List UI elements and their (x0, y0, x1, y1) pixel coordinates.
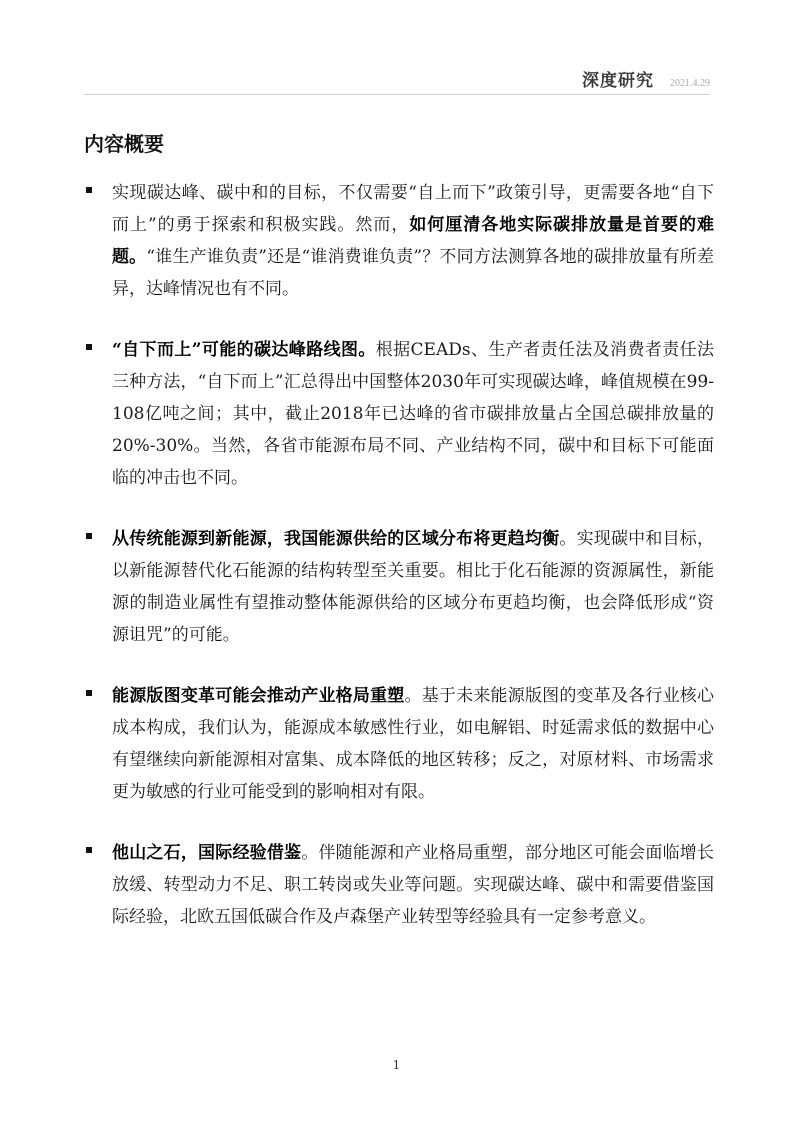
square-bullet-icon (86, 690, 92, 696)
square-bullet-icon (86, 187, 92, 193)
bullet-text-plain: 。伴随能源和产业格局重塑，部分地区可能会面临增长放缓、转型动力不足、职工转岗或失业等问题。实现碳达峰、碳中和需要借鉴国际经验，北欧五国低碳合作及卢森堡产业转型等经验具有一定参考意义。 (112, 843, 714, 927)
square-bullet-icon (86, 847, 92, 853)
bullet-text-plain: 根据CEADs、生产者责任法及消费者责任法三种方法，“自下而上”汇总得出中国整体2030年可实现碳达峰，峰值规模在99-108亿吨之间；其中，截止2018年已达峰的省市碳排放量占全国总碳排放量的20%-30%。当然，各省市能源布局不同、产业结构不同，碳中和目标下可能面临的冲击也不同。 (112, 340, 714, 488)
bullet-text (112, 680, 714, 808)
header-right (582, 66, 710, 91)
bullet-text-bold: 能源版图变革可能会推动产业格局重塑 (112, 686, 405, 706)
square-bullet-icon (86, 533, 92, 539)
bullet-text (112, 837, 714, 933)
summary-bullet-3 (84, 523, 714, 651)
summary-bullet-4 (84, 680, 714, 808)
summary-bullet-2 (84, 334, 714, 494)
bullet-text (112, 523, 714, 651)
bullet-text-plain: 实现碳达峰、碳中和的目标，不仅需要“自上而下”政策引导，更需要各地“自下而上”的勇于探索和积极实践。然而， (112, 183, 714, 235)
summary-bullet-1 (84, 177, 714, 305)
square-bullet-icon (86, 344, 92, 350)
section-title: 内容概要 (84, 132, 164, 156)
summary-bullet-5 (84, 837, 714, 933)
bullet-text-bold: 他山之石，国际经验借鉴 (112, 843, 302, 863)
bullet-text-plain: 。实现碳中和目标，以新能源替代化石能源的结构转型至关重要。相比于化石能源的资源属性，新能源的制造业属性有望推动整体能源供给的区域分布更趋均衡，也会降低形成“资源诅咒”的可能。 (112, 529, 715, 645)
bullet-text-bold: 如何厘清各地实际碳排放量是首要的难题。 (112, 215, 714, 267)
header-title: 深度研究 (582, 71, 654, 91)
bullet-text (112, 334, 714, 494)
header-date: 2021.4.29 (670, 78, 710, 89)
bullet-text (112, 177, 714, 305)
page-number: 1 (392, 1058, 401, 1072)
summary-list (84, 177, 714, 962)
bullet-text-bold: 从传统能源到新能源，我国能源供给的区域分布将更趋均衡 (112, 529, 560, 549)
bullet-text-bold: “自下而上”可能的碳达峰路线图。 (112, 340, 376, 360)
bullet-text-plain: 。基于未来能源版图的变革及各行业核心成本构成，我们认为，能源成本敏感性行业，如电解铝、时延需求低的数据中心有望继续向新能源相对富集、成本降低的地区转移；反之，对原材料、市场需求更为敏感的行业可能受到的影响相对有限。 (112, 686, 714, 802)
page-header (84, 62, 710, 95)
bullet-text-plain: “谁生产谁负责”还是“谁消费谁负责”？不同方法测算各地的碳排放量有所差异，达峰情况也有不同。 (112, 247, 715, 299)
